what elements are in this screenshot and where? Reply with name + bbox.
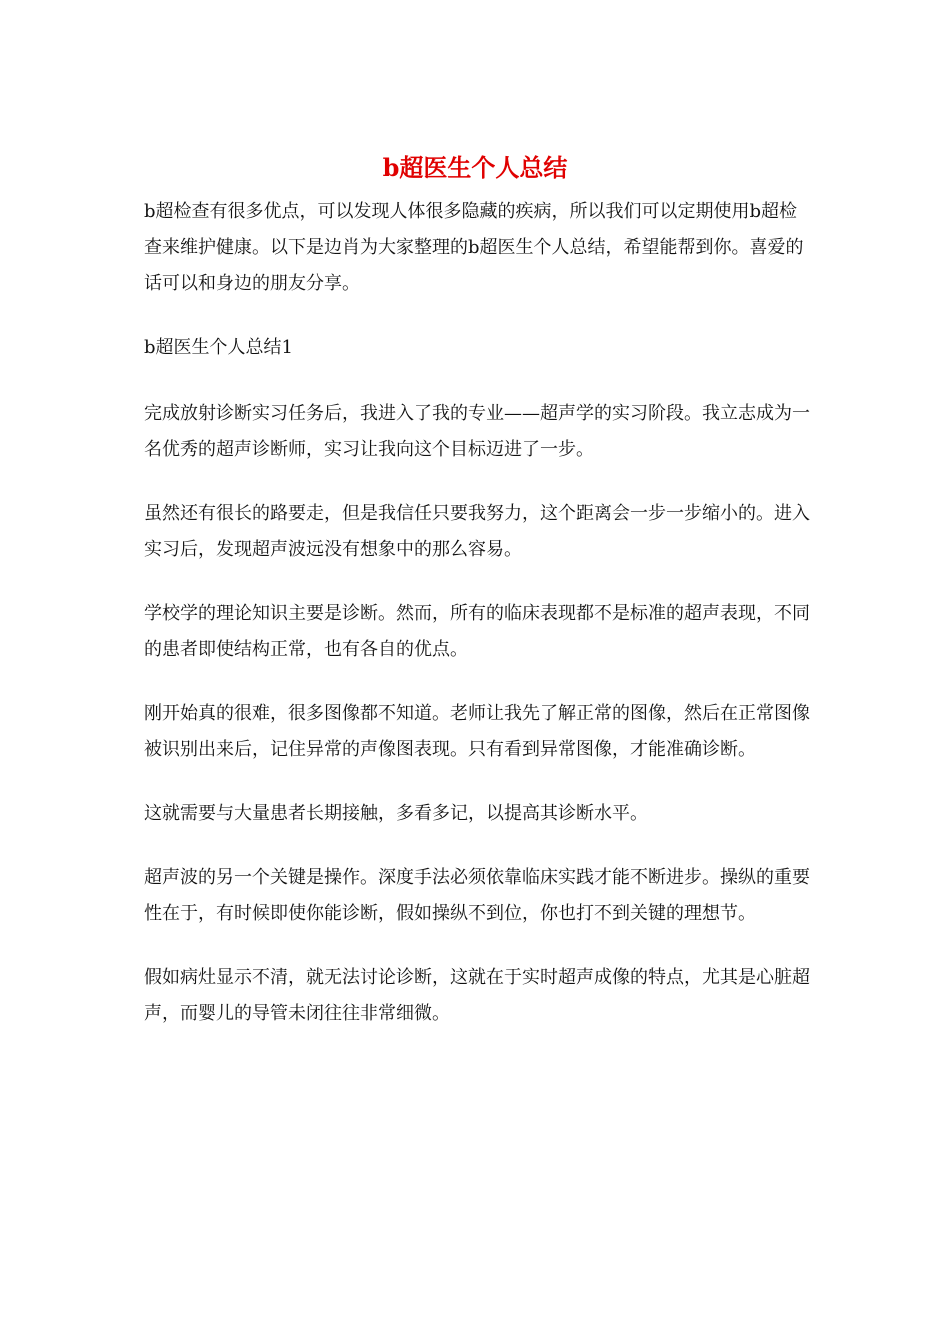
document-body [144, 194, 812, 1060]
intro-paragraph: b超检查有很多优点，可以发现人体很多隐藏的疾病，所以我们可以定期使用b超检查来维护健康。以下是边肖为大家整理的b超医生个人总结，希望能帮到你。喜爱的话可以和身边的朋友分享。 [144, 201, 804, 294]
body-paragraph: 完成放射诊断实习任务后，我进入了我的专业——超声学的实习阶段。我立志成为一名优秀的超声诊断师，实习让我向这个目标迈进了一步。 [144, 403, 810, 460]
body-paragraph: 假如病灶显示不清，就无法讨论诊断，这就在于实时超声成像的特点，尤其是心脏超声，而婴儿的导管未闭往往非常细微。 [144, 967, 810, 1024]
body-paragraph: 学校学的理论知识主要是诊断。然而，所有的临床表现都不是标准的超声表现，不同的患者即使结构正常，也有各自的优点。 [144, 603, 810, 660]
document-title: b超医生个人总结 [382, 153, 568, 182]
body-paragraph: 虽然还有很长的路要走，但是我信任只要我努力，这个距离会一步一步缩小的。进入实习后，发现超声波远没有想象中的那么容易。 [144, 503, 810, 560]
body-paragraph: 这就需要与大量患者长期接触，多看多记，以提高其诊断水平。 [144, 803, 648, 824]
section-heading: b超医生个人总结1 [144, 337, 293, 358]
body-paragraph: 刚开始真的很难，很多图像都不知道。老师让我先了解正常的图像，然后在正常图像被识别出来后，记住异常的声像图表现。只有看到异常图像，才能准确诊断。 [144, 703, 810, 760]
body-paragraph: 超声波的另一个关键是操作。深度手法必须依靠临床实践才能不断进步。操纵的重要性在于，有时候即使你能诊断，假如操纵不到位，你也打不到关键的理想节。 [144, 867, 810, 924]
